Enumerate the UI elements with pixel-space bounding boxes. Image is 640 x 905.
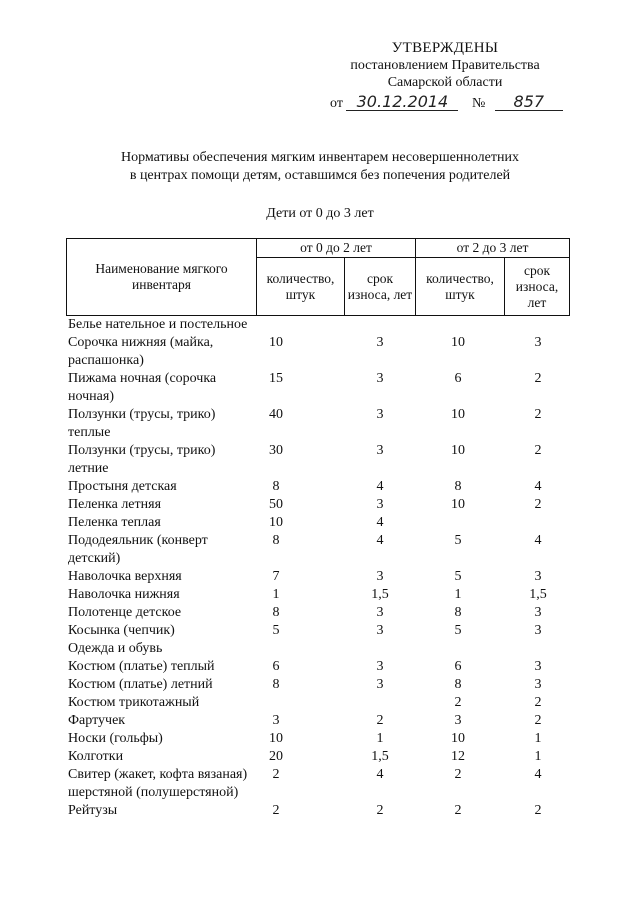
row-value-2: 4	[376, 515, 384, 530]
table-header	[66, 238, 570, 316]
row-value-4: 3	[534, 605, 542, 620]
row-value-2: 3	[376, 659, 384, 674]
row-value-3: 6	[454, 371, 462, 386]
date-prefix: от	[330, 96, 343, 111]
row-value-3: 6	[454, 659, 462, 674]
row-value-3: 8	[454, 677, 462, 692]
row-value-2: 3	[376, 371, 384, 386]
row-value-3: 10	[451, 497, 465, 512]
table-row	[68, 532, 588, 568]
row-name: Рейтузы	[68, 803, 118, 818]
row-value-1: 10	[269, 731, 283, 746]
table-body	[68, 316, 588, 820]
row-value-3: 10	[451, 443, 465, 458]
row-value-4: 3	[534, 677, 542, 692]
row-value-2: 3	[376, 623, 384, 638]
row-value-2: 1	[376, 731, 384, 746]
row-value-3: 12	[451, 749, 465, 764]
row-value-4: 4	[534, 533, 542, 548]
table-row	[68, 640, 588, 658]
row-name: Колготки	[68, 749, 124, 764]
approval-number: 857	[495, 93, 563, 111]
header-qty-1: количество, штук	[257, 258, 345, 316]
row-value-3: 5	[454, 623, 462, 638]
row-value-4: 4	[534, 479, 542, 494]
row-value-2: 3	[376, 605, 384, 620]
row-value-1: 7	[272, 569, 280, 584]
table-row	[68, 442, 588, 478]
row-value-4: 1	[534, 731, 542, 746]
header-wear-1: срок износа, лет	[345, 258, 416, 316]
row-value-4: 2	[534, 695, 542, 710]
row-value-1: 30	[269, 443, 283, 458]
table-row	[68, 568, 588, 586]
row-value-4: 2	[534, 803, 542, 818]
row-value-1: 8	[272, 677, 280, 692]
document-title-line2: в центрах помощи детям, оставшимся без попечения родителей	[129, 168, 511, 183]
row-value-4: 2	[534, 443, 542, 458]
document-title-line1: Нормативы обеспечения мягким инвентарем несовершеннолетних	[121, 150, 519, 165]
row-value-1: 8	[272, 605, 280, 620]
row-name: Костюм трикотажный	[68, 695, 200, 710]
approval-stamp	[300, 40, 590, 111]
header-qty-2: количество, штук	[416, 258, 505, 316]
row-value-1: 10	[269, 515, 283, 530]
row-value-3: 2	[454, 767, 462, 782]
table-row	[68, 694, 588, 712]
row-value-4: 2	[534, 713, 542, 728]
table-row	[68, 316, 588, 334]
table-row	[68, 712, 588, 730]
row-value-3: 10	[451, 407, 465, 422]
row-value-2: 3	[376, 407, 384, 422]
row-value-2: 3	[376, 443, 384, 458]
row-name: Простыня детская	[68, 479, 177, 494]
row-value-3: 2	[454, 695, 462, 710]
row-name: Наволочка верхняя	[68, 569, 182, 584]
row-name: Белье нательное и постельное	[68, 317, 248, 332]
row-value-3: 10	[451, 731, 465, 746]
row-value-4: 3	[534, 335, 542, 350]
row-name: Ползунки (трусы, трико) летние	[68, 443, 216, 476]
row-value-4: 2	[534, 497, 542, 512]
row-name: Пеленка летняя	[68, 497, 162, 512]
row-value-2: 1,5	[371, 587, 389, 602]
row-name: Пододеяльник (конверт детский)	[68, 533, 208, 566]
row-name: Свитер (жакет, кофта вязаная) шерстяной (полушерстяной)	[68, 767, 248, 800]
header-wear-2: срок износа, лет	[505, 258, 570, 316]
row-value-2: 4	[376, 533, 384, 548]
table-row	[68, 334, 588, 370]
row-name: Носки (гольфы)	[68, 731, 163, 746]
row-value-1: 10	[269, 335, 283, 350]
table-row	[68, 370, 588, 406]
row-name: Полотенце детское	[68, 605, 182, 620]
row-value-4: 3	[534, 569, 542, 584]
row-value-4: 3	[534, 623, 542, 638]
approval-line2: Самарской области	[387, 75, 503, 90]
row-value-3: 5	[454, 533, 462, 548]
approval-line1: постановлением Правительства	[350, 58, 540, 73]
header-name-col: Наименование мягкого инвентаря	[67, 239, 257, 316]
row-value-1: 15	[269, 371, 283, 386]
row-value-3: 8	[454, 605, 462, 620]
row-value-3: 3	[454, 713, 462, 728]
row-value-1: 8	[272, 479, 280, 494]
table-row	[68, 676, 588, 694]
row-value-3: 8	[454, 479, 462, 494]
row-value-1: 5	[272, 623, 280, 638]
row-value-2: 2	[376, 803, 384, 818]
row-name: Одежда и обувь	[68, 641, 163, 656]
row-value-1: 6	[272, 659, 280, 674]
table-row	[68, 514, 588, 532]
table-row	[68, 622, 588, 640]
row-value-4: 2	[534, 407, 542, 422]
row-value-1: 8	[272, 533, 280, 548]
age-group-title: Дети от 0 до 3 лет	[266, 206, 374, 221]
row-value-2: 3	[376, 677, 384, 692]
row-name: Костюм (платье) теплый	[68, 659, 215, 674]
header-group-0-2: от 0 до 2 лет	[257, 239, 416, 258]
row-name: Пеленка теплая	[68, 515, 161, 530]
table-row	[68, 658, 588, 676]
number-prefix: №	[471, 96, 486, 111]
row-value-2: 3	[376, 497, 384, 512]
row-value-3: 2	[454, 803, 462, 818]
row-name: Наволочка нижняя	[68, 587, 180, 602]
row-value-1: 1	[272, 587, 280, 602]
approval-date-number	[330, 93, 563, 112]
row-name: Косынка (чепчик)	[68, 623, 175, 638]
row-value-4: 4	[534, 767, 542, 782]
approval-date: 30.12.2014	[346, 93, 458, 111]
row-name: Ползунки (трусы, трико) теплые	[68, 407, 216, 440]
row-value-3: 10	[451, 335, 465, 350]
header-group-2-3: от 2 до 3 лет	[416, 239, 570, 258]
row-name: Сорочка нижняя (майка, распашонка)	[68, 335, 214, 368]
row-value-1: 2	[272, 803, 280, 818]
row-value-2: 4	[376, 479, 384, 494]
row-value-2: 2	[376, 713, 384, 728]
row-value-2: 4	[376, 767, 384, 782]
table-row	[68, 730, 588, 748]
row-value-1: 3	[272, 713, 280, 728]
row-value-3: 5	[454, 569, 462, 584]
table-row	[68, 604, 588, 622]
table-row	[68, 496, 588, 514]
row-value-4: 3	[534, 659, 542, 674]
row-value-1: 20	[269, 749, 283, 764]
row-value-1: 2	[272, 767, 280, 782]
table-row	[68, 748, 588, 766]
row-value-3: 1	[454, 587, 462, 602]
table-row	[68, 766, 588, 802]
row-value-2: 3	[376, 569, 384, 584]
table-row	[68, 802, 588, 820]
row-value-1: 40	[269, 407, 283, 422]
table-row	[68, 406, 588, 442]
row-value-4: 2	[534, 371, 542, 386]
row-name: Костюм (платье) летний	[68, 677, 213, 692]
table-row	[68, 478, 588, 496]
row-name: Пижама ночная (сорочка ночная)	[68, 371, 217, 404]
row-value-4: 1	[534, 749, 542, 764]
approval-title: УТВЕРЖДЕНЫ	[391, 40, 499, 56]
row-value-1: 50	[269, 497, 283, 512]
document-title	[70, 149, 570, 185]
table-row	[68, 586, 588, 604]
row-value-4: 1,5	[529, 587, 547, 602]
row-value-2: 1,5	[371, 749, 389, 764]
row-name: Фартучек	[68, 713, 126, 728]
row-value-2: 3	[376, 335, 384, 350]
